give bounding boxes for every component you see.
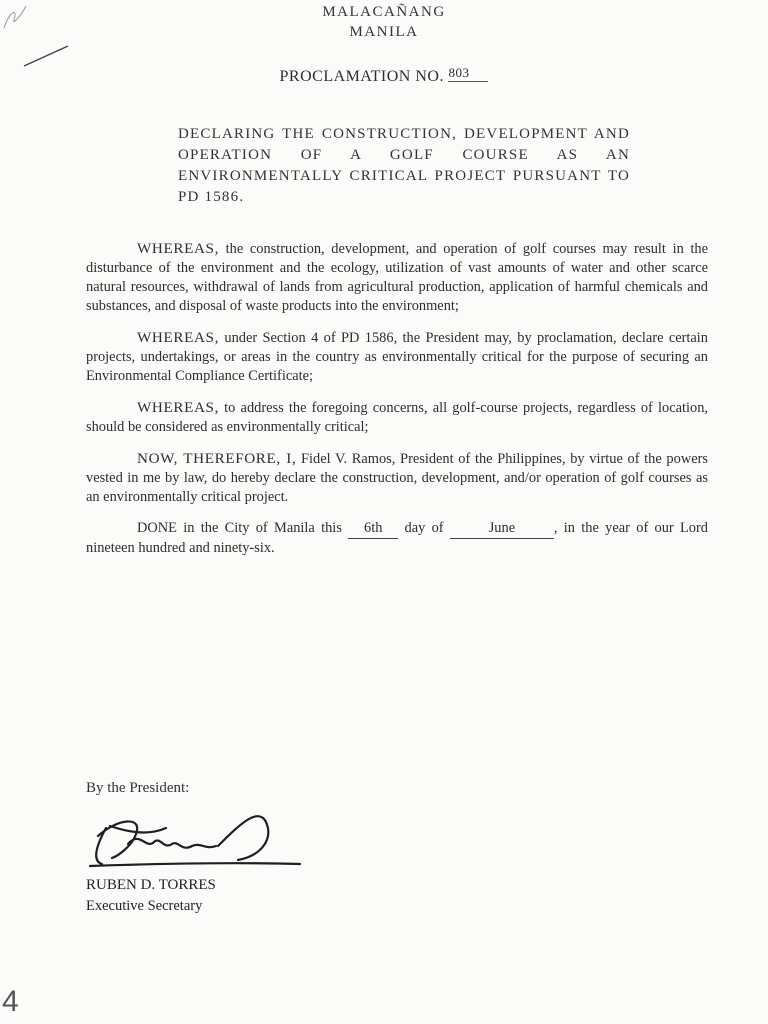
whereas-paragraph-3	[86, 398, 708, 437]
proclamation-title	[0, 65, 768, 86]
done-month: June	[450, 519, 554, 539]
done-day: 6th	[348, 519, 398, 539]
done-middle: day of	[404, 520, 444, 536]
header-line-2: MANILA	[349, 24, 419, 40]
paragraph-text: under Section 4 of PD 1586, the President may, by proclamation, declare certain projects, undertakings, or areas in the country as environmentally critical for the purpose of securing an Environmental Compliance Certificate;	[86, 330, 708, 384]
president-name: Fidel V. Ramos,	[296, 451, 396, 467]
whereas-paragraph-2	[86, 328, 708, 386]
header-line-1: MALACAÑANG	[322, 4, 446, 20]
paragraph-text: the construction, development, and operation of golf courses may result in the disturbance of the environment and the ecology, utilization of vast amounts of water and other scarce natural resources, withdrawal of lands from agricultural production, application of harmful chemicals and substances, and disposal of waste products into the environment;	[86, 241, 708, 314]
pen-stroke-mark	[22, 40, 72, 70]
proclamation-label: PROCLAMATION NO.	[279, 68, 444, 85]
whereas-paragraph-1	[86, 239, 708, 316]
signature-image	[88, 806, 303, 878]
done-suffix: , in the year of our Lord nineteen hundred and ninety-six.	[86, 520, 708, 556]
proclamation-body	[86, 239, 708, 570]
paragraph-lead: WHEREAS,	[137, 329, 219, 346]
paragraph-lead: WHEREAS,	[137, 399, 219, 416]
document-header	[0, 2, 768, 42]
corner-scribble-mark	[0, 0, 40, 34]
done-prefix: DONE in the City of Manila this	[137, 520, 342, 536]
paragraph-text: President of the Philippines, by virtue of the powers vested in me by law, do hereby declare the construction, development, and/or operation of golf courses as an environmentally critical project.	[86, 451, 708, 505]
paragraph-lead: WHEREAS,	[137, 240, 219, 257]
by-the-president: By the President:	[86, 780, 190, 796]
proclamation-subject: DECLARING THE CONSTRUCTION, DEVELOPMENT AND OPERATION OF A GOLF COURSE AS AN ENVIRONMENTALLY CRITICAL PROJECT PURSUANT TO PD 1586.	[178, 126, 630, 205]
signatory-title: Executive Secretary	[86, 898, 203, 914]
page-number: 4	[2, 985, 19, 1018]
now-therefore-paragraph	[86, 449, 708, 507]
paragraph-lead: NOW, THEREFORE, I,	[137, 450, 297, 467]
paragraph-text: to address the foregoing concerns, all golf-course projects, regardless of location, should be considered as environmentally critical;	[86, 400, 708, 435]
signatory-name: RUBEN D. TORRES	[86, 877, 216, 893]
proclamation-number: 803	[448, 65, 488, 82]
done-paragraph	[86, 519, 708, 558]
